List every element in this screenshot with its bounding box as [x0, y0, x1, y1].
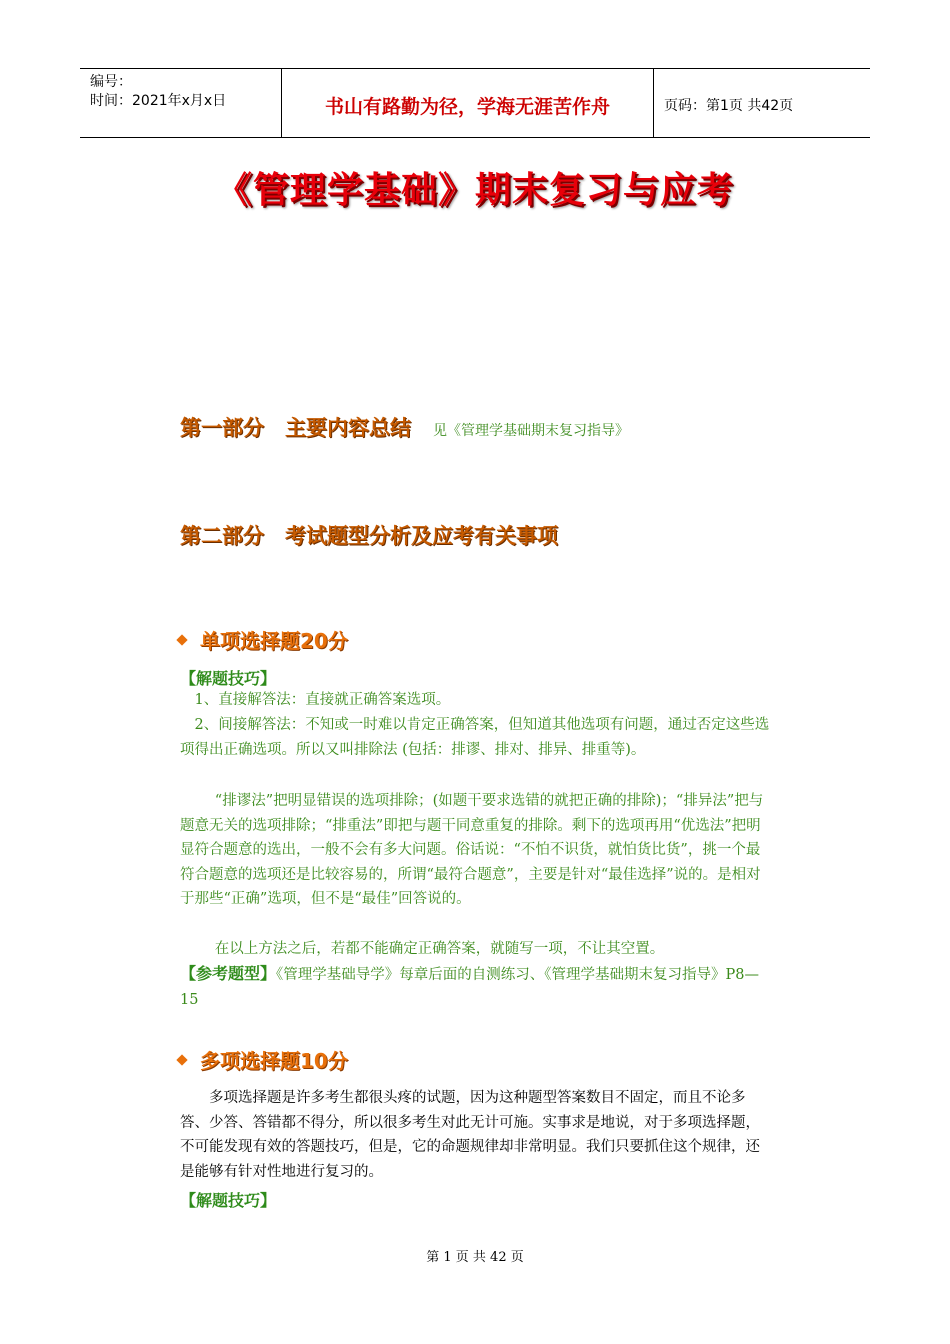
single-tip-2: 2、间接解答法：不知或一时难以肯定正确答案，但知道其他选项有问题，通过否定这些选项得出正确选项。所以又叫排除法 (包括：排谬、排对、排异、排重等)。 [180, 717, 770, 758]
multi-choice-intro: 多项选择题是许多考生都很头疼的试题，因为这种题型答案数目不固定，而且不论多答、少答、答错都不得分，所以很多考生对此无计可施。实事求是地说，对于多项选择题，不可能发现有效的答题技巧，但是，它的命题规律却非常明显。我们只要抓住这个规律，还是能够有针对性地进行复习的。 [180, 1090, 760, 1180]
single-choice-heading: 单项选择题20分 [200, 629, 348, 653]
number-label: 编号： [90, 74, 132, 90]
single-tip-1: 1、直接解答法：直接就正确答案选项。 [194, 692, 451, 708]
single-tip-4: 在以上方法之后，若都不能确定正确答案，就随写一项，不让其空置。 [214, 941, 665, 957]
single-choice-heading-row [178, 625, 348, 654]
reference-text: 《管理学基础导学》每章后面的自测练习、《管理学基础期末复习指导》P8—15 [180, 967, 759, 1008]
diamond-bullet-icon [176, 634, 187, 645]
multi-tips-label: 【解题技巧】 [180, 1191, 277, 1210]
single-tip-3: “排谬法”把明显错误的选项排除；(如题干要求选错的就把正确的排除)；“排异法”把与题意无关的选项排除；“排重法”即把与题干同意重复的排除。剩下的选项再用“优选法”把明显符合题意的选出，一般不会有多大问题。俗话说：“不怕不识货，就怕货比货”，挑一个最符合题意的选项还是比较容易的，所谓“最符合题意”，主要是针对“最佳选择”说的。是相对于那些“正确”选项，但不是“最佳”回答说的。 [180, 793, 764, 907]
time-label: 时间：2021年x月x日 [90, 93, 227, 109]
single-tips-label: 【解题技巧】 [180, 669, 277, 688]
multi-choice-heading-row [178, 1045, 348, 1074]
part1-note: 见《管理学基础期末复习指导》 [433, 423, 629, 439]
header-motto-cell [282, 69, 654, 137]
part1-heading-row [180, 412, 629, 442]
header-page-cell [654, 69, 870, 137]
part1-heading: 第一部分 主要内容总结 [180, 416, 411, 440]
header-meta-cell [80, 69, 282, 137]
page-info-text: 页码：第1页 共42页 [664, 98, 794, 114]
motto-text: 书山有路勤为径，学海无涯苦作舟 [324, 95, 610, 118]
document-header [80, 68, 870, 138]
multi-choice-heading: 多项选择题10分 [200, 1049, 348, 1073]
part2-heading: 第二部分 考试题型分析及应考有关事项 [180, 524, 558, 548]
page-footer: 第 1 页 共 42 页 [426, 1250, 524, 1265]
document-title: 《管理学基础》期末复习与应考 [215, 170, 734, 211]
diamond-bullet-icon [176, 1054, 187, 1065]
single-reference [180, 962, 774, 1012]
reference-label: 【参考题型】 [180, 964, 277, 983]
